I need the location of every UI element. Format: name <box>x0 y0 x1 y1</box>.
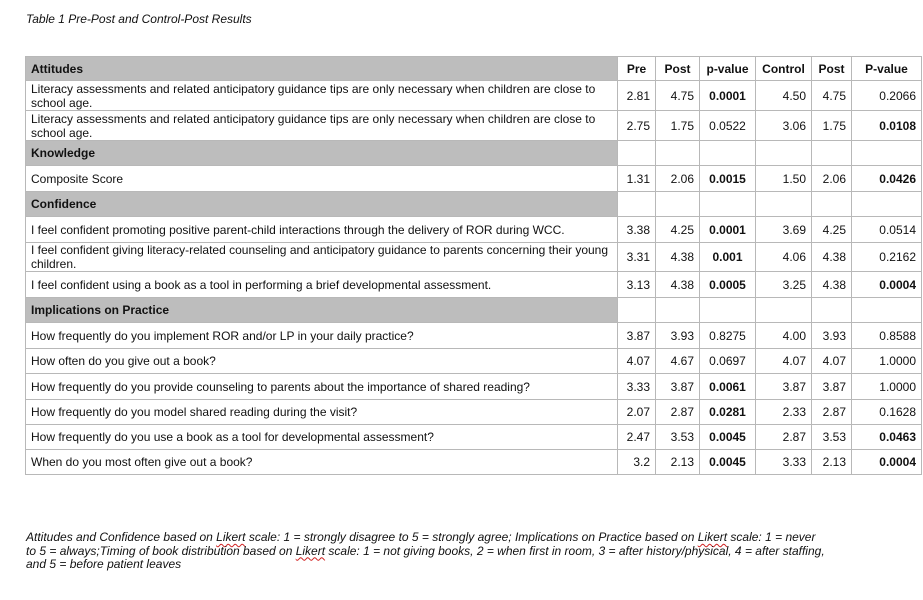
table-row <box>26 425 922 450</box>
pre-cell: 2.81 <box>618 81 656 111</box>
control-post-cell: 4.75 <box>812 81 852 111</box>
control-post-cell: 3.87 <box>812 374 852 400</box>
control-cell: 1.50 <box>756 166 812 192</box>
post-cell: 4.25 <box>656 217 700 243</box>
empty-cell <box>700 192 756 217</box>
header-post: Post <box>656 57 700 81</box>
header-control-p-value: P-value <box>852 57 922 81</box>
control-post-cell: 4.38 <box>812 243 852 272</box>
pre-cell: 2.47 <box>618 425 656 450</box>
empty-cell <box>656 141 700 166</box>
control-p-value-cell: 0.0463 <box>852 425 922 450</box>
post-cell: 3.53 <box>656 425 700 450</box>
footnote-text: scale: 1 = not giving books, 2 = when first in room, 3 = after history/physical, 4 = after staffing, and 5 = before patient leaves <box>26 543 825 571</box>
control-post-cell: 4.25 <box>812 217 852 243</box>
control-post-cell: 1.75 <box>812 111 852 141</box>
question-cell: I feel confident giving literacy-related counseling and anticipatory guidance to parents concerning their young children. <box>26 243 618 272</box>
control-cell: 4.00 <box>756 323 812 349</box>
pre-cell: 3.38 <box>618 217 656 243</box>
post-cell: 4.38 <box>656 272 700 298</box>
empty-cell <box>756 192 812 217</box>
post-cell: 2.06 <box>656 166 700 192</box>
empty-cell <box>618 141 656 166</box>
section-label: Confidence <box>26 192 618 217</box>
control-cell: 3.25 <box>756 272 812 298</box>
header-p-value: p-value <box>700 57 756 81</box>
question-cell: Literacy assessments and related anticipatory guidance tips are only necessary when children are close to school age. <box>26 111 618 141</box>
control-cell: 3.06 <box>756 111 812 141</box>
empty-cell <box>852 141 922 166</box>
control-post-cell: 3.53 <box>812 425 852 450</box>
control-cell: 4.06 <box>756 243 812 272</box>
p-value-cell: 0.0522 <box>700 111 756 141</box>
control-cell: 4.50 <box>756 81 812 111</box>
table-row <box>26 81 922 111</box>
control-post-cell: 2.13 <box>812 450 852 475</box>
results-table <box>25 56 922 475</box>
question-cell: How frequently do you use a book as a tool for developmental assessment? <box>26 425 618 450</box>
empty-cell <box>618 192 656 217</box>
control-post-cell: 2.06 <box>812 166 852 192</box>
control-post-cell: 2.87 <box>812 400 852 425</box>
pre-cell: 2.75 <box>618 111 656 141</box>
section-row <box>26 141 922 166</box>
table-row <box>26 400 922 425</box>
empty-cell <box>756 141 812 166</box>
question-cell: When do you most often give out a book? <box>26 450 618 475</box>
control-cell: 2.33 <box>756 400 812 425</box>
pre-cell: 3.13 <box>618 272 656 298</box>
control-post-cell: 3.93 <box>812 323 852 349</box>
post-cell: 2.13 <box>656 450 700 475</box>
empty-cell <box>812 141 852 166</box>
section-row <box>26 298 922 323</box>
p-value-cell: 0.0061 <box>700 374 756 400</box>
table-row <box>26 272 922 298</box>
table-row <box>26 450 922 475</box>
p-value-cell: 0.0001 <box>700 217 756 243</box>
control-p-value-cell: 0.0004 <box>852 450 922 475</box>
question-cell: How often do you give out a book? <box>26 349 618 374</box>
header-control-post: Post <box>812 57 852 81</box>
post-cell: 4.75 <box>656 81 700 111</box>
footnote-text: Attitudes and Confidence based on <box>26 530 217 544</box>
post-cell: 3.87 <box>656 374 700 400</box>
control-post-cell: 4.38 <box>812 272 852 298</box>
control-p-value-cell: 0.0004 <box>852 272 922 298</box>
p-value-cell: 0.8275 <box>700 323 756 349</box>
header-attitudes: Attitudes <box>26 57 618 81</box>
question-cell: Composite Score <box>26 166 618 192</box>
table-row <box>26 323 922 349</box>
spell-check-word: Likert <box>216 530 246 544</box>
empty-cell <box>852 192 922 217</box>
pre-cell: 3.31 <box>618 243 656 272</box>
control-p-value-cell: 0.0514 <box>852 217 922 243</box>
question-cell: Literacy assessments and related anticipatory guidance tips are only necessary when children are close to school age. <box>26 81 618 111</box>
question-cell: I feel confident using a book as a tool in performing a brief developmental assessment. <box>26 272 618 298</box>
control-p-value-cell: 0.0426 <box>852 166 922 192</box>
table-caption: Table 1 Pre-Post and Control-Post Results <box>26 12 252 26</box>
table-row <box>26 374 922 400</box>
empty-cell <box>700 298 756 323</box>
header-control: Control <box>756 57 812 81</box>
pre-cell: 3.87 <box>618 323 656 349</box>
empty-cell <box>812 192 852 217</box>
section-row <box>26 192 922 217</box>
p-value-cell: 0.0005 <box>700 272 756 298</box>
empty-cell <box>852 298 922 323</box>
header-pre: Pre <box>618 57 656 81</box>
section-label: Knowledge <box>26 141 618 166</box>
control-p-value-cell: 0.0108 <box>852 111 922 141</box>
spell-check-word: Likert <box>295 543 326 558</box>
control-p-value-cell: 0.2066 <box>852 81 922 111</box>
spell-check-word: Likert <box>697 530 728 544</box>
question-cell: How frequently do you implement ROR and/or LP in your daily practice? <box>26 323 618 349</box>
empty-cell <box>656 298 700 323</box>
p-value-cell: 0.0045 <box>700 450 756 475</box>
table-row <box>26 111 922 141</box>
empty-cell <box>656 192 700 217</box>
p-value-cell: 0.001 <box>700 243 756 272</box>
pre-cell: 2.07 <box>618 400 656 425</box>
p-value-cell: 0.0697 <box>700 349 756 374</box>
empty-cell <box>618 298 656 323</box>
section-label: Implications on Practice <box>26 298 618 323</box>
p-value-cell: 0.0281 <box>700 400 756 425</box>
control-cell: 3.87 <box>756 374 812 400</box>
footnote-text: scale: 1 = strongly disagree to 5 = strongly agree; Implications on Practice based on <box>245 530 698 544</box>
pre-cell: 4.07 <box>618 349 656 374</box>
control-p-value-cell: 0.1628 <box>852 400 922 425</box>
control-cell: 2.87 <box>756 425 812 450</box>
control-p-value-cell: 0.8588 <box>852 323 922 349</box>
question-cell: I feel confident promoting positive parent-child interactions through the delivery of ROR during WCC. <box>26 217 618 243</box>
p-value-cell: 0.0015 <box>700 166 756 192</box>
control-cell: 3.33 <box>756 450 812 475</box>
table-row <box>26 166 922 192</box>
footnote-text: scale: 1 = never to 5 = always;Timing of book distribution based on <box>26 530 816 558</box>
empty-cell <box>700 141 756 166</box>
footnote <box>26 531 826 572</box>
question-cell: How frequently do you provide counseling to parents about the importance of shared reading? <box>26 374 618 400</box>
control-p-value-cell: 0.2162 <box>852 243 922 272</box>
post-cell: 1.75 <box>656 111 700 141</box>
pre-cell: 3.2 <box>618 450 656 475</box>
empty-cell <box>756 298 812 323</box>
control-p-value-cell: 1.0000 <box>852 349 922 374</box>
post-cell: 4.38 <box>656 243 700 272</box>
post-cell: 4.67 <box>656 349 700 374</box>
table-row <box>26 217 922 243</box>
p-value-cell: 0.0001 <box>700 81 756 111</box>
table-row <box>26 243 922 272</box>
header-row <box>26 57 922 81</box>
empty-cell <box>812 298 852 323</box>
post-cell: 2.87 <box>656 400 700 425</box>
pre-cell: 1.31 <box>618 166 656 192</box>
control-cell: 4.07 <box>756 349 812 374</box>
post-cell: 3.93 <box>656 323 700 349</box>
question-cell: How frequently do you model shared reading during the visit? <box>26 400 618 425</box>
control-post-cell: 4.07 <box>812 349 852 374</box>
pre-cell: 3.33 <box>618 374 656 400</box>
table-row <box>26 349 922 374</box>
control-p-value-cell: 1.0000 <box>852 374 922 400</box>
p-value-cell: 0.0045 <box>700 425 756 450</box>
control-cell: 3.69 <box>756 217 812 243</box>
